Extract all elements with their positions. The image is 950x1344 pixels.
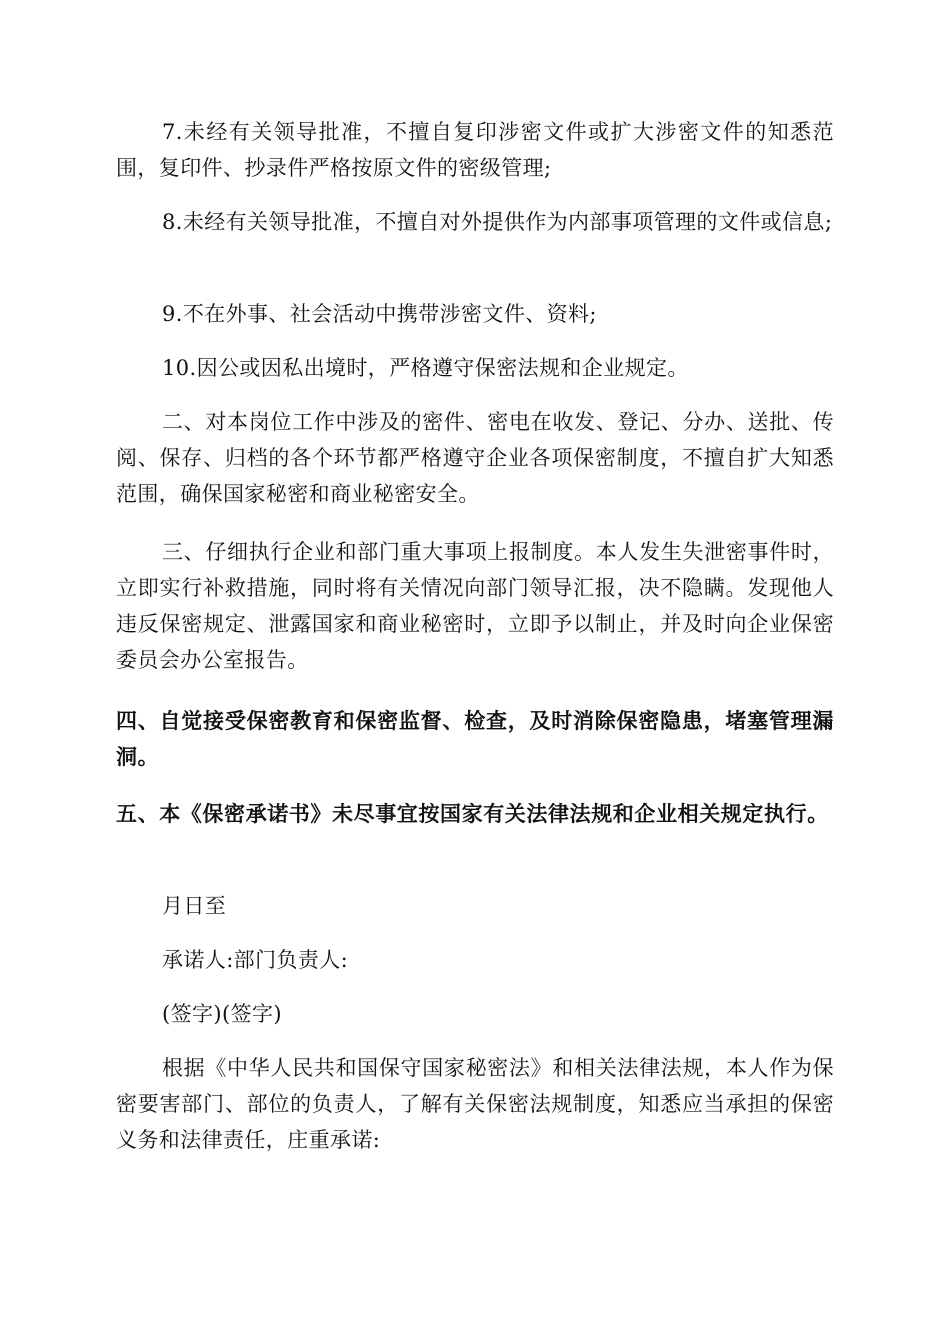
paragraph-section-3: 三、仔细执行企业和部门重大事项上报制度。本人发生失泄密事件时，立即实行补救措施，同时将有关情况向部门领导汇报，决不隐瞒。发现他人违反保密规定、泄露国家和商业秘密时，立即予以制止，并及时向企业保密委员会办公室报告。 [116,540,834,672]
paragraph-commitment-intro: 根据《中华人民共和国保守国家秘密法》和相关法律法规，本人作为保密要害部门、部位的负责人，了解有关保密法规制度，知悉应当承担的保密义务和法律责任，庄重承诺: [116,1056,834,1152]
paragraph-section-2: 二、对本岗位工作中涉及的密件、密电在收发、登记、分办、送批、传阅、保存、归档的各个环节都严格遵守企业各项保密制度，不擅自扩大知悉范围，确保国家秘密和商业秘密安全。 [116,410,834,506]
date-line: 月日至 [162,894,227,918]
signature-line: (签字)(签字) [162,1002,282,1026]
paragraph-section-4: 四、自觉接受保密教育和保密监督、检查，及时消除保密隐患，堵塞管理漏洞。 [116,709,834,769]
signatory-line: 承诺人:部门负责人: [162,948,349,972]
paragraph-item-7: 7.未经有关领导批准，不擅自复印涉密文件或扩大涉密文件的知悉范围，复印件、抄录件严格按原文件的密级管理; [116,120,834,180]
paragraph-section-5: 五、本《保密承诺书》未尽事宜按国家有关法律法规和企业相关规定执行。 [116,802,829,826]
paragraph-item-8: 8.未经有关领导批准，不擅自对外提供作为内部事项管理的文件或信息; [162,210,833,234]
paragraph-item-9: 9.不在外事、社会活动中携带涉密文件、资料; [162,302,597,326]
paragraph-item-10: 10.因公或因私出境时，严格遵守保密法规和企业规定。 [162,356,689,380]
